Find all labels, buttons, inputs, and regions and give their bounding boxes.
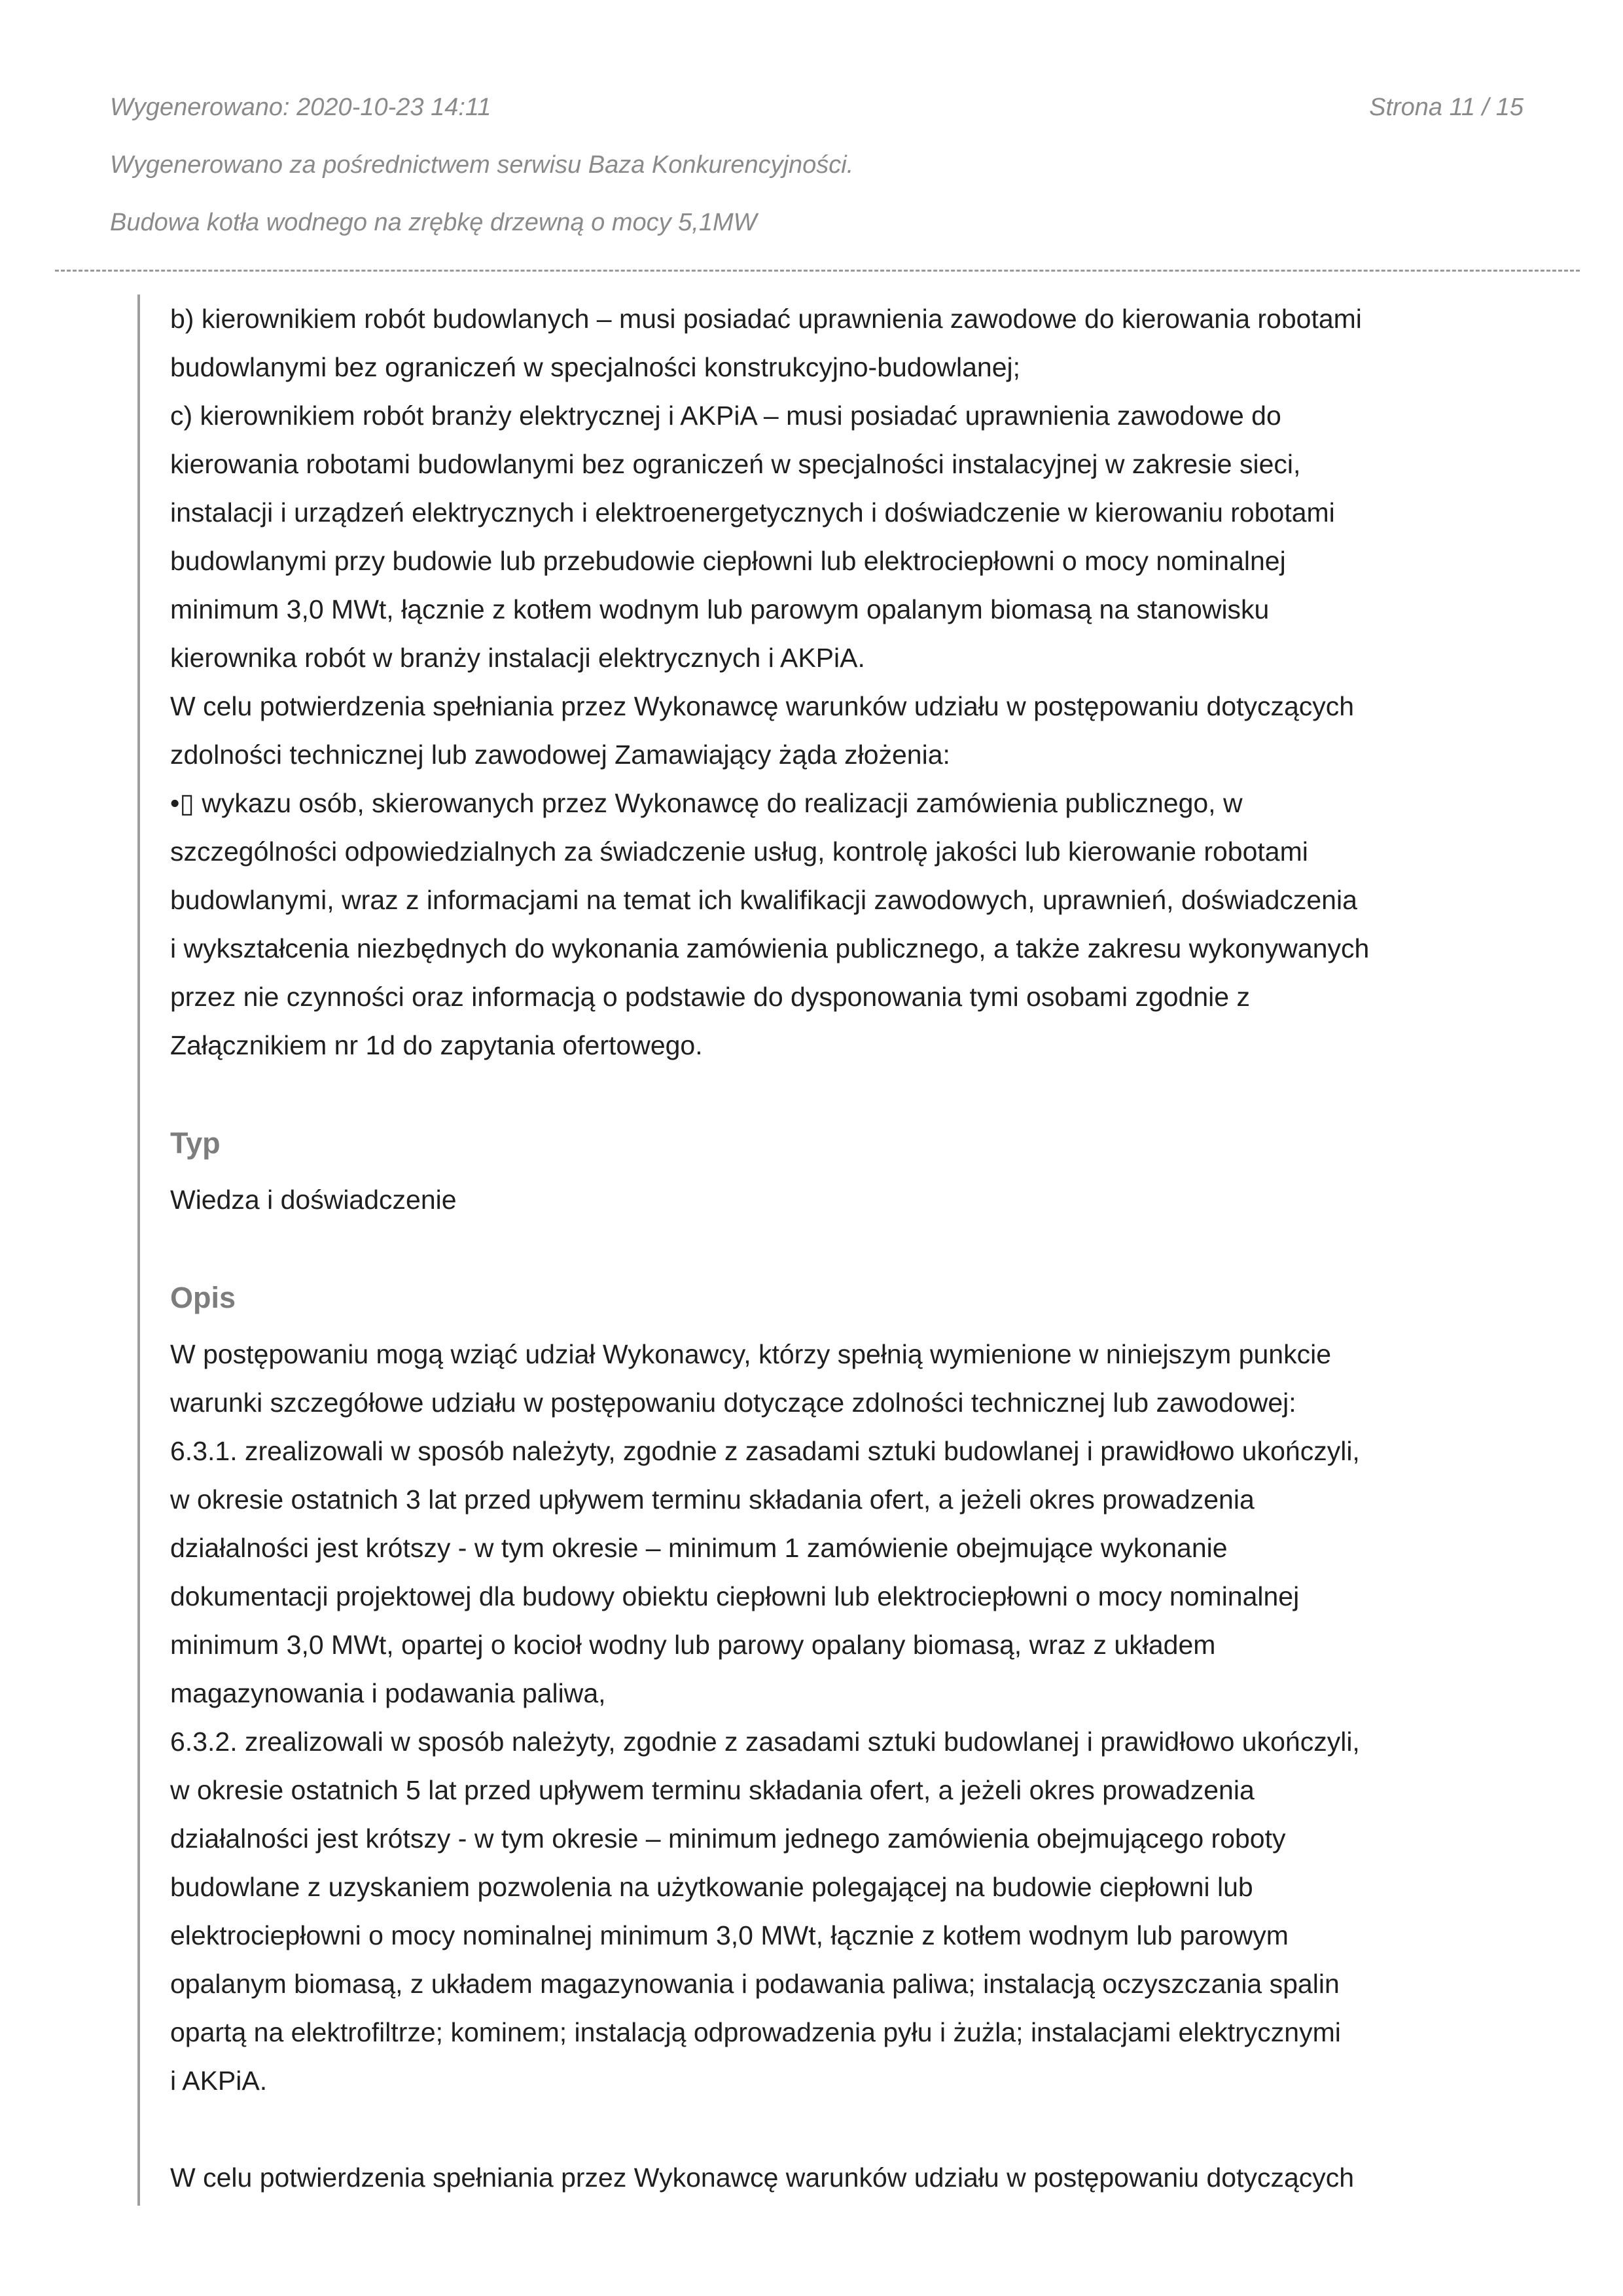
type-value: Wiedza i doświadczenie [170, 1185, 457, 1215]
closing-paragraph: W celu potwierdzenia spełniania przez Wykonawcę warunków udziału w postępowaniu dotyczących [170, 2162, 1355, 2193]
page-header [110, 79, 1524, 251]
header-top-row [110, 79, 1524, 136]
type-label: Typ [170, 1126, 221, 1160]
intro-paragraph: b) kierownikiem robót budowlanych – musi posiadać uprawnienia zawodowe do kierowania robotami budowlanymi bez ograniczeń w specjalności konstrukcyjno-budowlanej; c) kierownikiem robót branży elektrycznej i AKPiA – musi posiadać uprawnienia zawodowe do kierowania robotami budowlanymi bez ograniczeń w specjalności instalacyjnej w zakresie sieci, instalacji i urządzeń elektrycznych i elektroenergetycznych i doświadczenie w kierowaniu robotami budowlanymi przy budowie lub przebudowie ciepłowni lub elektrociepłowni o mocy nominalnej minimum 3,0 MWt, łącznie z kotłem wodnym lub parowym opalanym biomasą na stanowisku kierownika robót w branży instalacji elektrycznych i AKPiA. W celu potwierdzenia spełniania przez Wykonawcę warunków udziału w postępowaniu dotyczących zdolności technicznej lub zawodowej Zamawiający żąda złożenia: •▯ wykazu osób, skierowanych przez Wykonawcę do realizacji zamówienia publicznego, w szczególności odpowiedzialnych za świadczenie usług, kontrolę jakości lub kierowanie robotami budowlanymi, wraz z informacjami na temat ich kwalifikacji zawodowych, uprawnień, doświadczenia i wykształcenia niezbędnych do wykonania zamówienia publicznego, a także zakresu wykonywanych przez nie czynności oraz informacją o podstawie do dysponowania tymi osobami zgodnie z Załącznikiem nr 1d do zapytania ofertowego. [170, 304, 1370, 1060]
description-text: W postępowaniu mogą wziąć udział Wykonawcy, którzy spełnią wymienione w niniejszym punkcie warunki szczegółowe udziału w postępowaniu dotyczące zdolności technicznej lub zawodowej: 6.3.1. zrealizowali w sposób należyty, zgodnie z zasadami sztuki budowlanej i prawidłowo ukończyli, w okresie ostatnich 3 lat przed upływem terminu składania ofert, a jeżeli okres prowadzenia działalności jest krótszy - w tym okresie – minimum 1 zamówienie obejmujące wykonanie dokumentacji projektowej dla budowy obiektu ciepłowni lub elektrociepłowni o mocy nominalnej minimum 3,0 MWt, opartej o kocioł wodny lub parowy opalany biomasą, wraz z układem magazynowania i podawania paliwa, 6.3.2. zrealizowali w sposób należyty, zgodnie z zasadami sztuki budowlanej i prawidłowo ukończyli, w okresie ostatnich 5 lat przed upływem terminu składania ofert, a jeżeli okres prowadzenia działalności jest krótszy - w tym okresie – minimum jednego zamówienia obejmującego roboty budowlane z uzyskaniem pozwolenia na użytkowanie polegającej na budowie ciepłowni lub elektrociepłowni o mocy nominalnej minimum 3,0 MWt, łącznie z kotłem wodnym lub parowym opalanym biomasą, z układem magazynowania i podawania paliwa; instalacją oczyszczania spalin opartą na elektrofiltrze; kominem; instalacją odprowadzenia pyłu i żużla; instalacjami elektrycznymi i AKPiA. [170, 1339, 1360, 2096]
document-title: Budowa kotła wodnego na zrębkę drzewną o mocy 5,1MW [110, 209, 757, 236]
page-number: Strona 11 / 15 [1369, 94, 1524, 121]
description-label: Opis [170, 1281, 236, 1314]
source-note: Wygenerowano za pośrednictwem serwisu Baza Konkurencyjności. [110, 151, 854, 179]
generated-timestamp: Wygenerowano: 2020-10-23 14:11 [110, 94, 491, 121]
content-block [137, 295, 1518, 2206]
header-divider [55, 270, 1580, 272]
